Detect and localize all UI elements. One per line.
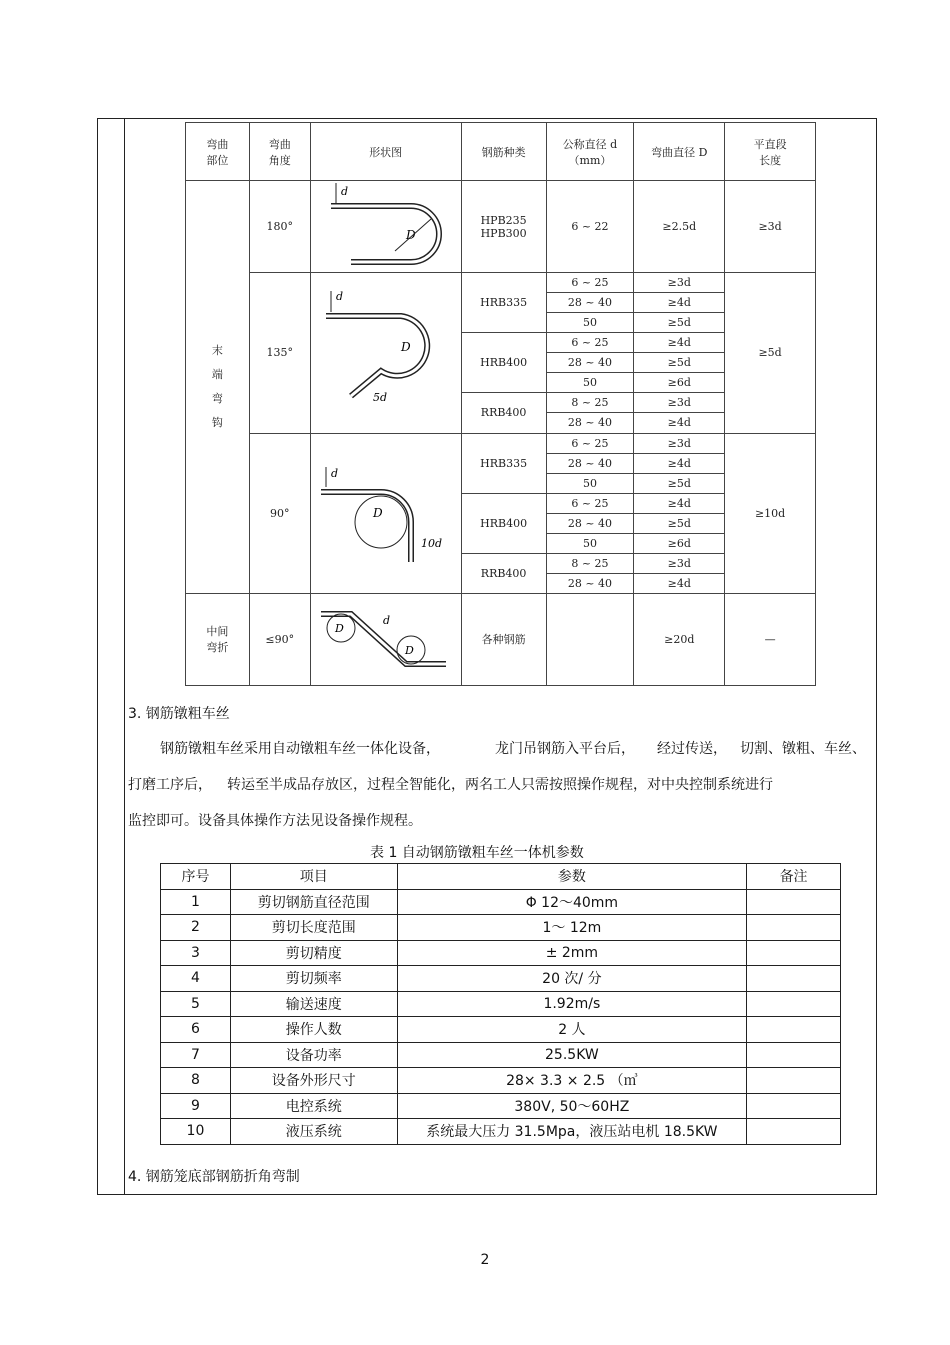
type-90-c: RRB400 — [461, 553, 546, 593]
spec-param: 1～ 12m — [397, 915, 747, 941]
D-cell: ≥4d — [634, 293, 725, 313]
spec-header-row — [161, 864, 841, 890]
shape-180 — [310, 181, 461, 273]
spec-param: 2 人 — [397, 1017, 747, 1043]
spec-header-remark: 备注 — [747, 864, 841, 890]
D-cell: ≥4d — [634, 333, 725, 353]
paragraph-line-1b: 龙门吊钢筋入平台后， — [495, 741, 635, 757]
spec-row — [161, 889, 841, 915]
dia-cell: 28 ~ 40 — [546, 453, 634, 473]
spec-remark — [747, 940, 841, 966]
angle-135: 135° — [249, 273, 310, 433]
spec-param: 20 次/ 分 — [397, 966, 747, 992]
D-cell: ≥3d — [634, 553, 725, 573]
svg-text:d: d — [382, 613, 390, 627]
D-cell: ≥4d — [634, 573, 725, 593]
dia-cell: 6 ~ 25 — [546, 493, 634, 513]
dia-cell: 6 ~ 25 — [546, 273, 634, 293]
type-135-a: HRB335 — [461, 273, 546, 333]
spec-no: 3 — [161, 940, 231, 966]
svg-text:D: D — [400, 340, 411, 355]
D-cell: ≥4d — [634, 493, 725, 513]
hook-90-diagram — [311, 437, 461, 587]
header-straight-len: 平直段 长度 — [725, 123, 816, 181]
spec-remark — [747, 1119, 841, 1145]
dia-cell: 28 ~ 40 — [546, 293, 634, 313]
svg-text:5d: 5d — [372, 391, 387, 405]
spec-table — [160, 863, 841, 1145]
spec-item: 输送速度 — [230, 991, 397, 1017]
type-135-c: RRB400 — [461, 393, 546, 433]
dia-cell: 50 — [546, 533, 634, 553]
spec-row — [161, 966, 841, 992]
spec-remark — [747, 1093, 841, 1119]
spec-no: 1 — [161, 889, 231, 915]
D-cell: ≥3d — [634, 433, 725, 453]
spec-item: 剪切钢筋直径范围 — [230, 889, 397, 915]
spec-item: 设备功率 — [230, 1042, 397, 1068]
spec-row — [161, 1017, 841, 1043]
D-180: ≥2.5d — [634, 181, 725, 273]
D-mid: ≥20d — [634, 593, 725, 685]
shape-135 — [310, 273, 461, 433]
paragraph-line-1c: 经过传送， — [657, 741, 727, 757]
dia-cell: 50 — [546, 373, 634, 393]
spec-param: 系统最大压力 31.5Mpa，液压站电机 18.5KW — [397, 1119, 747, 1145]
spec-no: 9 — [161, 1093, 231, 1119]
type-90-b: HRB400 — [461, 493, 546, 553]
dia-cell: 28 ~ 40 — [546, 413, 634, 433]
angle-180: 180° — [249, 181, 310, 273]
dia-cell: 50 — [546, 313, 634, 333]
spec-param: 28× 3.3 × 2.5 （㎥ — [397, 1068, 747, 1094]
spec-param: 1.92m/s — [397, 991, 747, 1017]
spec-row — [161, 1068, 841, 1094]
D-cell: ≥6d — [634, 533, 725, 553]
spec-no: 2 — [161, 915, 231, 941]
table-1-caption: 表 1 自动钢筋镦粗车丝一体机参数 — [370, 845, 584, 861]
paragraph-line-2b: 转运至半成品存放区，过程全智能化，两名工人只需按照操作规程，对中央控制系统进行 — [227, 777, 773, 793]
spec-remark — [747, 1068, 841, 1094]
dia-cell: 8 ~ 25 — [546, 393, 634, 413]
spec-remark — [747, 991, 841, 1017]
spec-row — [161, 915, 841, 941]
D-cell: ≥4d — [634, 413, 725, 433]
dia-mid — [546, 593, 634, 685]
spec-header-param: 参数 — [397, 864, 747, 890]
spec-row — [161, 1093, 841, 1119]
D-cell: ≥5d — [634, 473, 725, 493]
hook-135-diagram — [311, 276, 461, 426]
spec-item: 电控系统 — [230, 1093, 397, 1119]
spec-remark — [747, 1017, 841, 1043]
len-135: ≥5d — [725, 273, 816, 433]
spec-row — [161, 991, 841, 1017]
svg-text:D: D — [334, 621, 344, 635]
len-90: ≥10d — [725, 433, 816, 593]
spec-no: 6 — [161, 1017, 231, 1043]
spec-row — [161, 940, 841, 966]
paragraph-line-2a: 打磨工序后， — [128, 777, 212, 793]
label-d: d — [340, 185, 348, 199]
label-D: D — [405, 228, 416, 243]
dia-cell: 28 ~ 40 — [546, 513, 634, 533]
page-number: 2 — [480, 1252, 490, 1268]
bending-table — [185, 122, 816, 686]
header-shape: 形状图 — [310, 123, 461, 181]
header-bend-angle: 弯曲 角度 — [249, 123, 310, 181]
dia-cell: 28 ~ 40 — [546, 573, 634, 593]
type-90-a: HRB335 — [461, 433, 546, 493]
spec-no: 4 — [161, 966, 231, 992]
header-bar-type: 钢筋种类 — [461, 123, 546, 181]
spec-row — [161, 1042, 841, 1068]
angle-mid: ≤90° — [249, 593, 310, 685]
mid-bend-diagram — [311, 594, 461, 682]
spec-no: 5 — [161, 991, 231, 1017]
spec-item: 设备外形尺寸 — [230, 1068, 397, 1094]
group-end-hook: 末 端 弯 钩 — [186, 181, 250, 594]
spec-item: 液压系统 — [230, 1119, 397, 1145]
spec-param: Φ 12～40mm — [397, 889, 747, 915]
spec-no: 10 — [161, 1119, 231, 1145]
shape-mid — [310, 593, 461, 685]
spec-row — [161, 1119, 841, 1145]
dia-cell: 50 — [546, 473, 634, 493]
spec-remark — [747, 889, 841, 915]
shape-90 — [310, 433, 461, 593]
svg-text:d: d — [335, 290, 343, 304]
spec-remark — [747, 1042, 841, 1068]
type-135-b: HRB400 — [461, 333, 546, 393]
spec-item: 剪切长度范围 — [230, 915, 397, 941]
group-mid-bend: 中间 弯折 — [186, 593, 250, 685]
type-mid: 各种钢筋 — [461, 593, 546, 685]
D-cell: ≥3d — [634, 393, 725, 413]
spec-no: 8 — [161, 1068, 231, 1094]
spec-item: 剪切精度 — [230, 940, 397, 966]
dia-cell: 6 ~ 25 — [546, 433, 634, 453]
dia-cell: 28 ~ 40 — [546, 353, 634, 373]
svg-text:10d: 10d — [420, 536, 442, 550]
hook-180-diagram — [311, 181, 461, 269]
frame-divider — [124, 119, 125, 1194]
section-3-heading: 3. 钢筋镦粗车丝 — [128, 706, 230, 722]
D-cell: ≥5d — [634, 513, 725, 533]
svg-text:D: D — [372, 505, 383, 520]
spec-remark — [747, 966, 841, 992]
D-cell: ≥5d — [634, 313, 725, 333]
header-bend-part: 弯曲 部位 — [186, 123, 250, 181]
dia-cell: 6 ~ 25 — [546, 333, 634, 353]
spec-param: 25.5KW — [397, 1042, 747, 1068]
section-4-heading: 4. 钢筋笼底部钢筋折角弯制 — [128, 1169, 300, 1185]
type-180: HPB235 HPB300 — [461, 181, 546, 273]
dia-180: 6 ~ 22 — [546, 181, 634, 273]
paragraph-line-3: 监控即可。设备具体操作方法见设备操作规程。 — [128, 813, 422, 829]
paragraph-line-1a: 钢筋镦粗车丝采用自动镦粗车丝一体化设备， — [160, 741, 440, 757]
header-bend-dia: 弯曲直径 D — [634, 123, 725, 181]
svg-text:D: D — [404, 643, 414, 657]
spec-header-item: 项目 — [230, 864, 397, 890]
spec-item: 操作人数 — [230, 1017, 397, 1043]
svg-text:d: d — [330, 466, 338, 480]
header-nominal-dia: 公称直径 d （mm） — [546, 123, 634, 181]
spec-header-no: 序号 — [161, 864, 231, 890]
spec-remark — [747, 915, 841, 941]
angle-90: 90° — [249, 433, 310, 593]
D-cell: ≥3d — [634, 273, 725, 293]
spec-param: ± 2mm — [397, 940, 747, 966]
spec-item: 剪切频率 — [230, 966, 397, 992]
len-180: ≥3d — [725, 181, 816, 273]
spec-param: 380V, 50～60HZ — [397, 1093, 747, 1119]
spec-no: 7 — [161, 1042, 231, 1068]
D-cell: ≥6d — [634, 373, 725, 393]
len-mid: — — [725, 593, 816, 685]
dia-cell: 8 ~ 25 — [546, 553, 634, 573]
paragraph-line-1d: 切割、镦粗、车丝、 — [740, 741, 866, 757]
D-cell: ≥5d — [634, 353, 725, 373]
D-cell: ≥4d — [634, 453, 725, 473]
